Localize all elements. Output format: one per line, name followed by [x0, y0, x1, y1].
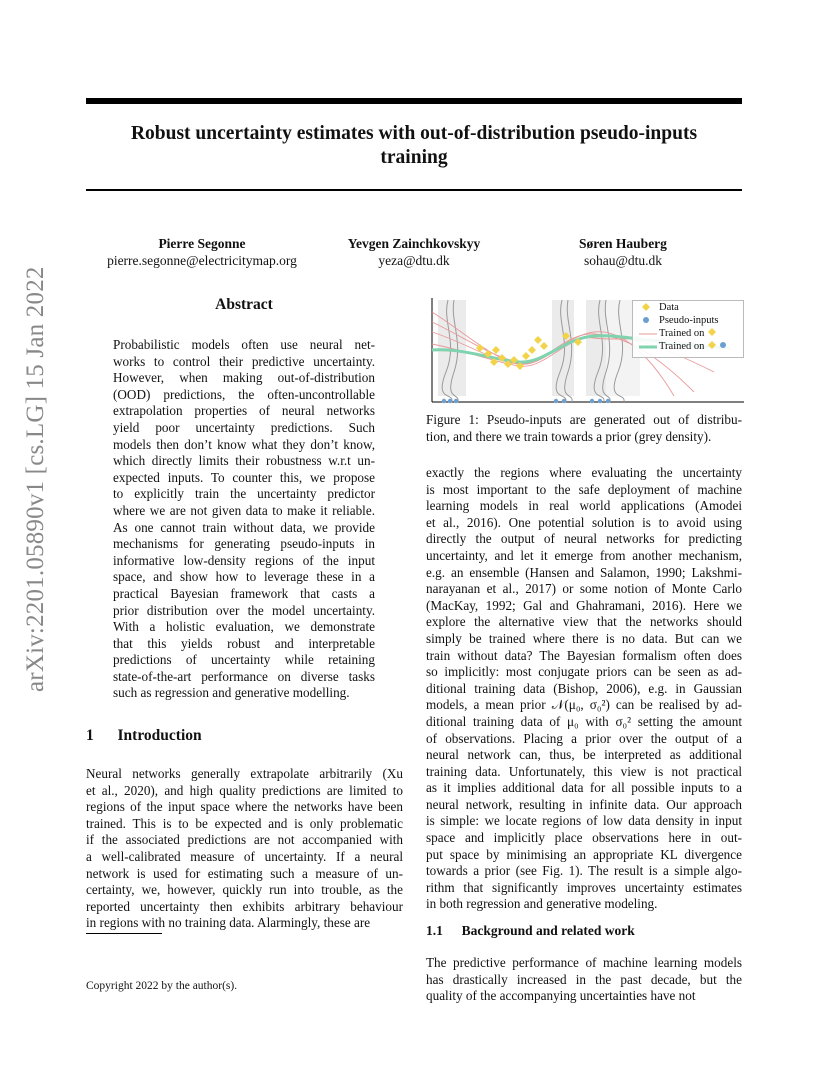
text-line: quality of the accompanying uncertainties have not — [426, 988, 696, 1004]
text-line: training data. Unfortunately, this view is not practical — [426, 763, 742, 779]
author-3 — [530, 235, 716, 269]
text-line: is simple: we locate regions of low data density in input — [426, 813, 742, 829]
text-line: models, a mean prior 𝒩(μ₀, σ₀²) can be realised by ad- — [426, 697, 742, 713]
text-line: that this yields robust and interpretable — [113, 635, 375, 651]
text-line: predictions of uncertainty while retaining — [113, 652, 375, 668]
text-line: As one cannot train without data, we provide — [113, 519, 375, 535]
text-line: trained. This is to be expected and is only problematic — [86, 815, 403, 831]
intro-body — [86, 766, 403, 932]
text-line: (MacKay, 1992; Gal and Ghahramani, 2016). Here we — [426, 597, 742, 613]
arxiv-stamp: arXiv:2201.05890v1 [cs.LG] 15 Jan 2022 — [22, 266, 49, 692]
text-line: e.g. an ensemble (Hansen and Salamon, 1990; Lakshmi- — [426, 564, 742, 580]
text-line: as it implies additional data for all possible inputs to a — [426, 780, 742, 796]
blue-dot-icon — [639, 316, 653, 324]
text-line: space and implicitly place observations here in out- — [426, 830, 742, 846]
text-line: of observations. Placing a prior over the output of a — [426, 730, 742, 746]
section-number: 1 — [86, 727, 94, 744]
title-bottom-rule — [86, 189, 742, 191]
text-line: Probabilistic models often use neural net- — [113, 337, 375, 352]
text-line: simply be trained where there is no data. But can we — [426, 630, 742, 646]
text-line: The predictive performance of machine learning models — [426, 955, 742, 970]
author-name: Søren Hauberg — [579, 236, 667, 251]
text-line: Neural networks generally extrapolate arbitrarily (Xu — [86, 766, 403, 781]
text-line: prior distribution over the model uncertainty. — [113, 602, 375, 618]
text-line: put space by minimising an appropriate KL divergence — [426, 846, 742, 862]
legend-label: Data — [659, 302, 679, 313]
text-line: so implicitly: most conjugate priors can be seen as ad- — [426, 664, 742, 680]
title-line-1: Robust uncertainty estimates with out-of-distribution pseudo-inputs — [130, 123, 698, 144]
author-email: pierre.segonne@electricitymap.org — [107, 253, 297, 268]
text-line: uncertainty, and let it emerge from another mechanism, — [426, 547, 742, 563]
text-line: train without data? The Bayesian formalism often does — [426, 647, 742, 663]
top-thick-rule — [86, 98, 742, 104]
author-email: yeza@dtu.dk — [378, 253, 450, 268]
text-line: if the associated predictions are not accompanied with — [86, 832, 403, 848]
text-line: tion, and there we train towards a prior (grey density). — [426, 428, 712, 444]
text-line: explore the alternative view that the networks should — [426, 614, 742, 630]
legend-label: Trained on — [659, 341, 705, 352]
right-column-body — [426, 465, 742, 913]
text-line: which directly limits their robustness w.r.t un- — [113, 453, 375, 469]
subsection-title: Background and related work — [461, 923, 635, 938]
author-name: Yevgen Zainchkovskyy — [347, 236, 481, 251]
text-line: practical Bayesian framework that casts a — [113, 585, 375, 601]
paper-title — [86, 122, 742, 170]
text-line: (OOD) predictions, the often-uncontrollable — [113, 386, 375, 402]
text-line: Figure 1: Pseudo-inputs are generated out of distribu- — [426, 412, 742, 427]
text-line: models then don’t know what they don’t know, — [113, 436, 375, 452]
text-line: neural network, resulting in infinite data. Our approach — [426, 796, 742, 812]
title-line-2: training — [380, 147, 448, 168]
text-line: is most important to the safe deployment of machine — [426, 481, 742, 497]
text-line: towards a prior (see Fig. 1). The result is a simple algo- — [426, 863, 742, 879]
legend-item-pseudo — [633, 314, 743, 327]
legend-label: Trained on — [659, 328, 705, 339]
subsection-number: 1.1 — [426, 923, 443, 938]
text-line: in regions with no training data. Alarmingly, these are — [86, 915, 371, 931]
text-line: informative low-density regions of the input — [113, 552, 375, 568]
text-line: yield poor uncertainty predictions. Such — [113, 419, 375, 435]
text-line: directly the output of neural networks for predicting — [426, 531, 742, 547]
text-line: regions of the input space where the networks have been — [86, 799, 403, 815]
text-line: in both regression and generative modeling. — [426, 896, 658, 912]
author-email: sohau@dtu.dk — [583, 253, 663, 268]
text-line: rithm that significantly improves uncertainty estimates — [426, 879, 742, 895]
abstract-body — [113, 337, 375, 702]
text-line: a well-calibrated measure of uncertainty. If a neural — [86, 848, 403, 864]
text-line: However, when making out-of-distribution — [113, 370, 375, 386]
subsection-heading — [426, 923, 635, 939]
text-line: With a holistic evaluation, we demonstrate — [113, 619, 375, 635]
pseudo-band — [438, 300, 466, 396]
text-line: reported uncertainty then exhibits arbitrary behaviour — [86, 898, 403, 914]
text-line: network is used for estimating such a measure of un- — [86, 865, 403, 881]
text-line: space, and show how to leverage these in a — [113, 569, 375, 585]
text-line: works to control their predictive uncertainty. — [113, 353, 375, 369]
section-title: Introduction — [117, 727, 202, 744]
legend-label: Pseudo-inputs — [659, 315, 719, 326]
section-1-heading — [86, 727, 202, 745]
legend-item-green-line — [633, 340, 743, 353]
pseudo-input-points — [442, 399, 610, 403]
author-2 — [316, 235, 512, 269]
text-line: has drastically increased in the past decade, but the — [426, 971, 742, 987]
text-line: ditional training data (Bishop, 2006), e.g. in Gaussian — [426, 680, 742, 696]
text-line: extrapolation properties of neural networks — [113, 403, 375, 419]
subsection-body — [426, 955, 742, 1005]
text-line: exactly the regions where evaluating the uncertainty — [426, 465, 742, 480]
text-line: expected inputs. To counter this, we propose — [113, 469, 375, 485]
author-1 — [86, 235, 318, 269]
text-line: ditional training data of μ₀ with σ₀² setting the amount — [426, 713, 742, 729]
text-line: to explicitly train the uncertainty predictor — [113, 486, 375, 502]
text-line: narayanan et al., 2017) or some notion of Monte Carlo — [426, 581, 742, 597]
yellow-diamond-and-blue-dot-icon — [707, 341, 729, 349]
text-line: et al., 2016). One potential solution is to avoid using — [426, 514, 742, 530]
figure-caption — [426, 412, 742, 445]
red-line-icon — [639, 331, 657, 337]
footnote-rule — [86, 933, 162, 934]
yellow-diamond-icon — [639, 303, 653, 311]
author-name: Pierre Segonne — [158, 236, 246, 251]
legend-item-data — [633, 301, 743, 314]
text-line: learning models in real world applications (Amodei — [426, 498, 742, 514]
figure-legend — [632, 300, 744, 358]
text-line: where we are not given data to make it reliable. — [113, 502, 375, 518]
legend-item-red-line — [633, 327, 743, 340]
copyright-note: Copyright 2022 by the author(s). — [86, 980, 238, 992]
text-line: certainty, we, however, quickly run into trouble, as the — [86, 882, 403, 898]
text-line: et al., 2020), and high quality predictions are limited to — [86, 782, 403, 798]
yellow-diamond-icon — [707, 328, 717, 336]
abstract-heading: Abstract — [215, 296, 273, 313]
text-line: such as regression and generative modelling. — [113, 685, 350, 701]
text-line: mechanisms for generating pseudo-inputs in — [113, 536, 375, 552]
text-line: state-of-the-art performance on diverse tasks — [113, 668, 375, 684]
green-line-icon — [639, 344, 657, 350]
text-line: neural network can, thus, be interpreted as additional — [426, 747, 742, 763]
